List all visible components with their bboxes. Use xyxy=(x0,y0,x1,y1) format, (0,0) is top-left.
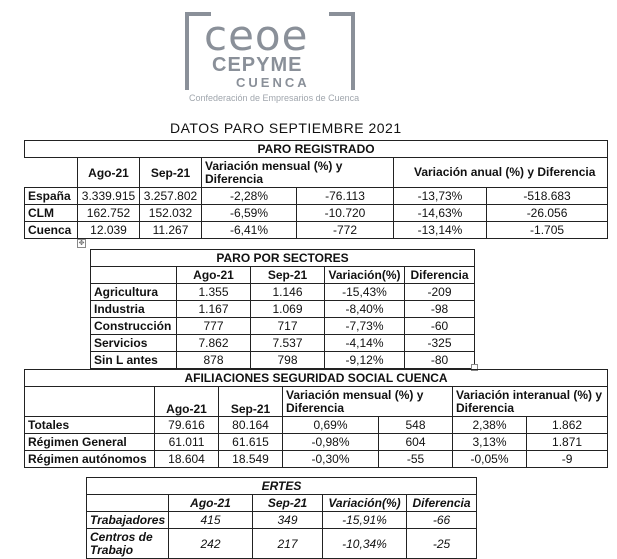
cell-vm-dif: 548 xyxy=(379,417,453,434)
cell-va-dif: -26.056 xyxy=(487,205,608,222)
cell-vi-dif: -9 xyxy=(527,451,608,468)
logo-cuenca: CUENCA xyxy=(236,75,310,90)
cell-vm-pct: -0,30% xyxy=(283,451,379,468)
afiliaciones-title: AFILIACIONES SEGURIDAD SOCIAL CUENCA xyxy=(25,370,608,387)
cell-ago: 415 xyxy=(169,512,253,529)
cell-dif: -325 xyxy=(405,335,475,352)
cell-sep: 11.267 xyxy=(140,222,202,239)
cell-vm-pct: -0,98% xyxy=(283,434,379,451)
cell-va-dif: -518.683 xyxy=(487,188,608,205)
cell-ago: 1.167 xyxy=(177,301,251,318)
paro-registrado-title: PARO REGISTRADO xyxy=(25,141,608,158)
document-title: DATOS PARO SEPTIEMBRE 2021 xyxy=(170,120,402,136)
logo-ceoe: ceoe xyxy=(204,11,309,60)
ertes-title: ERTES xyxy=(87,478,477,495)
cell-sep: 217 xyxy=(253,529,323,559)
cell-vm-dif: -55 xyxy=(379,451,453,468)
cell-dif: -80 xyxy=(405,352,475,369)
row-label: Industria xyxy=(91,301,177,318)
cell-vm-dif: -10.720 xyxy=(297,205,394,222)
header-variacion: Variación(%) xyxy=(323,495,407,512)
cell-ago: 1.355 xyxy=(177,284,251,301)
cell-vi-pct: 2,38% xyxy=(453,417,527,434)
cell-dif: -209 xyxy=(405,284,475,301)
cell-sep: 349 xyxy=(253,512,323,529)
cell-dif: -66 xyxy=(407,512,477,529)
header-empty xyxy=(87,495,169,512)
cell-sep: 80.164 xyxy=(219,417,283,434)
cell-ago: 61.011 xyxy=(155,434,219,451)
cell-dif: -98 xyxy=(405,301,475,318)
header-empty xyxy=(91,267,177,284)
cell-ago: 18.604 xyxy=(155,451,219,468)
cell-var: -9,12% xyxy=(325,352,405,369)
row-label: España xyxy=(25,188,78,205)
logo-cepyme: CEPYME xyxy=(212,54,303,76)
header-diferencia: Diferencia xyxy=(405,267,475,284)
cell-vm-dif: -76.113 xyxy=(297,188,394,205)
cell-dif: -60 xyxy=(405,318,475,335)
cell-vm-pct: -2,28% xyxy=(202,188,297,205)
cell-va-dif: -1.705 xyxy=(487,222,608,239)
row-label: Sin L antes xyxy=(91,352,177,369)
cell-vm-pct: 0,69% xyxy=(283,417,379,434)
header-sep: Sep-21 xyxy=(219,387,283,417)
cell-ago: 7.862 xyxy=(177,335,251,352)
cell-var: -7,73% xyxy=(325,318,405,335)
cell-ago: 777 xyxy=(177,318,251,335)
cell-sep: 717 xyxy=(251,318,325,335)
cell-va-pct: -14,63% xyxy=(394,205,487,222)
row-label: Totales xyxy=(25,417,155,434)
cell-vi-pct: -0,05% xyxy=(453,451,527,468)
cell-vm-dif: 604 xyxy=(379,434,453,451)
cell-sep: 3.257.802 xyxy=(140,188,202,205)
row-label: Agricultura xyxy=(91,284,177,301)
header-sep: Sep-21 xyxy=(140,158,202,188)
cell-vm-pct: -6,41% xyxy=(202,222,297,239)
row-label: Construcción xyxy=(91,318,177,335)
header-ago: Ago-21 xyxy=(177,267,251,284)
paro-registrado-table xyxy=(24,140,608,239)
header-var-mensual: Variación mensual (%) y Diferencia xyxy=(283,387,453,417)
header-var-interanual: Variación interanual (%) y Diferencia xyxy=(453,387,608,417)
cell-sep: 152.032 xyxy=(140,205,202,222)
cell-sep: 7.537 xyxy=(251,335,325,352)
cell-va-pct: -13,14% xyxy=(394,222,487,239)
cell-vm-pct: -6,59% xyxy=(202,205,297,222)
cell-ago: 79.616 xyxy=(155,417,219,434)
cell-var: -8,40% xyxy=(325,301,405,318)
row-label: Servicios xyxy=(91,335,177,352)
cell-ago: 12.039 xyxy=(78,222,140,239)
paro-sectores-table xyxy=(90,249,475,369)
cell-vi-dif: 1.862 xyxy=(527,417,608,434)
ertes-table xyxy=(86,477,477,559)
cell-sep: 18.549 xyxy=(219,451,283,468)
cell-vi-pct: 3,13% xyxy=(453,434,527,451)
row-label: Cuenca xyxy=(25,222,78,239)
header-variacion: Variación(%) xyxy=(325,267,405,284)
cell-ago: 3.339.915 xyxy=(78,188,140,205)
cell-dif: -25 xyxy=(407,529,477,559)
row-label: Centros de Trabajo xyxy=(87,529,169,559)
cell-sep: 1.146 xyxy=(251,284,325,301)
cell-vm-dif: -772 xyxy=(297,222,394,239)
cell-vi-dif: 1.871 xyxy=(527,434,608,451)
header-var-anual: Variación anual (%) y Diferencia xyxy=(394,158,608,188)
row-label: Régimen autónomos xyxy=(25,451,155,468)
cell-va-pct: -13,73% xyxy=(394,188,487,205)
header-empty xyxy=(25,158,78,188)
header-ago: Ago-21 xyxy=(169,495,253,512)
header-ago: Ago-21 xyxy=(78,158,140,188)
header-var-mensual: Variación mensual (%) y Diferencia xyxy=(202,158,394,188)
cell-var: -15,91% xyxy=(323,512,407,529)
cell-sep: 798 xyxy=(251,352,325,369)
table-move-handle-icon[interactable]: ✥ xyxy=(78,240,85,247)
cell-var: -10,34% xyxy=(323,529,407,559)
logo-subtitle: Confederación de Empresarios de Cuenca xyxy=(189,93,360,103)
afiliaciones-table xyxy=(24,369,608,468)
cell-ago: 878 xyxy=(177,352,251,369)
header-sep: Sep-21 xyxy=(253,495,323,512)
header-ago: Ago-21 xyxy=(155,387,219,417)
cell-var: -15,43% xyxy=(325,284,405,301)
row-label: CLM xyxy=(25,205,78,222)
cell-var: -4,14% xyxy=(325,335,405,352)
cell-ago: 242 xyxy=(169,529,253,559)
header-sep: Sep-21 xyxy=(251,267,325,284)
cell-sep: 1.069 xyxy=(251,301,325,318)
paro-sectores-title: PARO POR SECTORES xyxy=(91,250,475,267)
cell-ago: 162.752 xyxy=(78,205,140,222)
row-label: Trabajadores xyxy=(87,512,169,529)
header-empty xyxy=(25,387,155,417)
header-diferencia: Diferencia xyxy=(407,495,477,512)
cell-sep: 61.615 xyxy=(219,434,283,451)
row-label: Régimen General xyxy=(25,434,155,451)
